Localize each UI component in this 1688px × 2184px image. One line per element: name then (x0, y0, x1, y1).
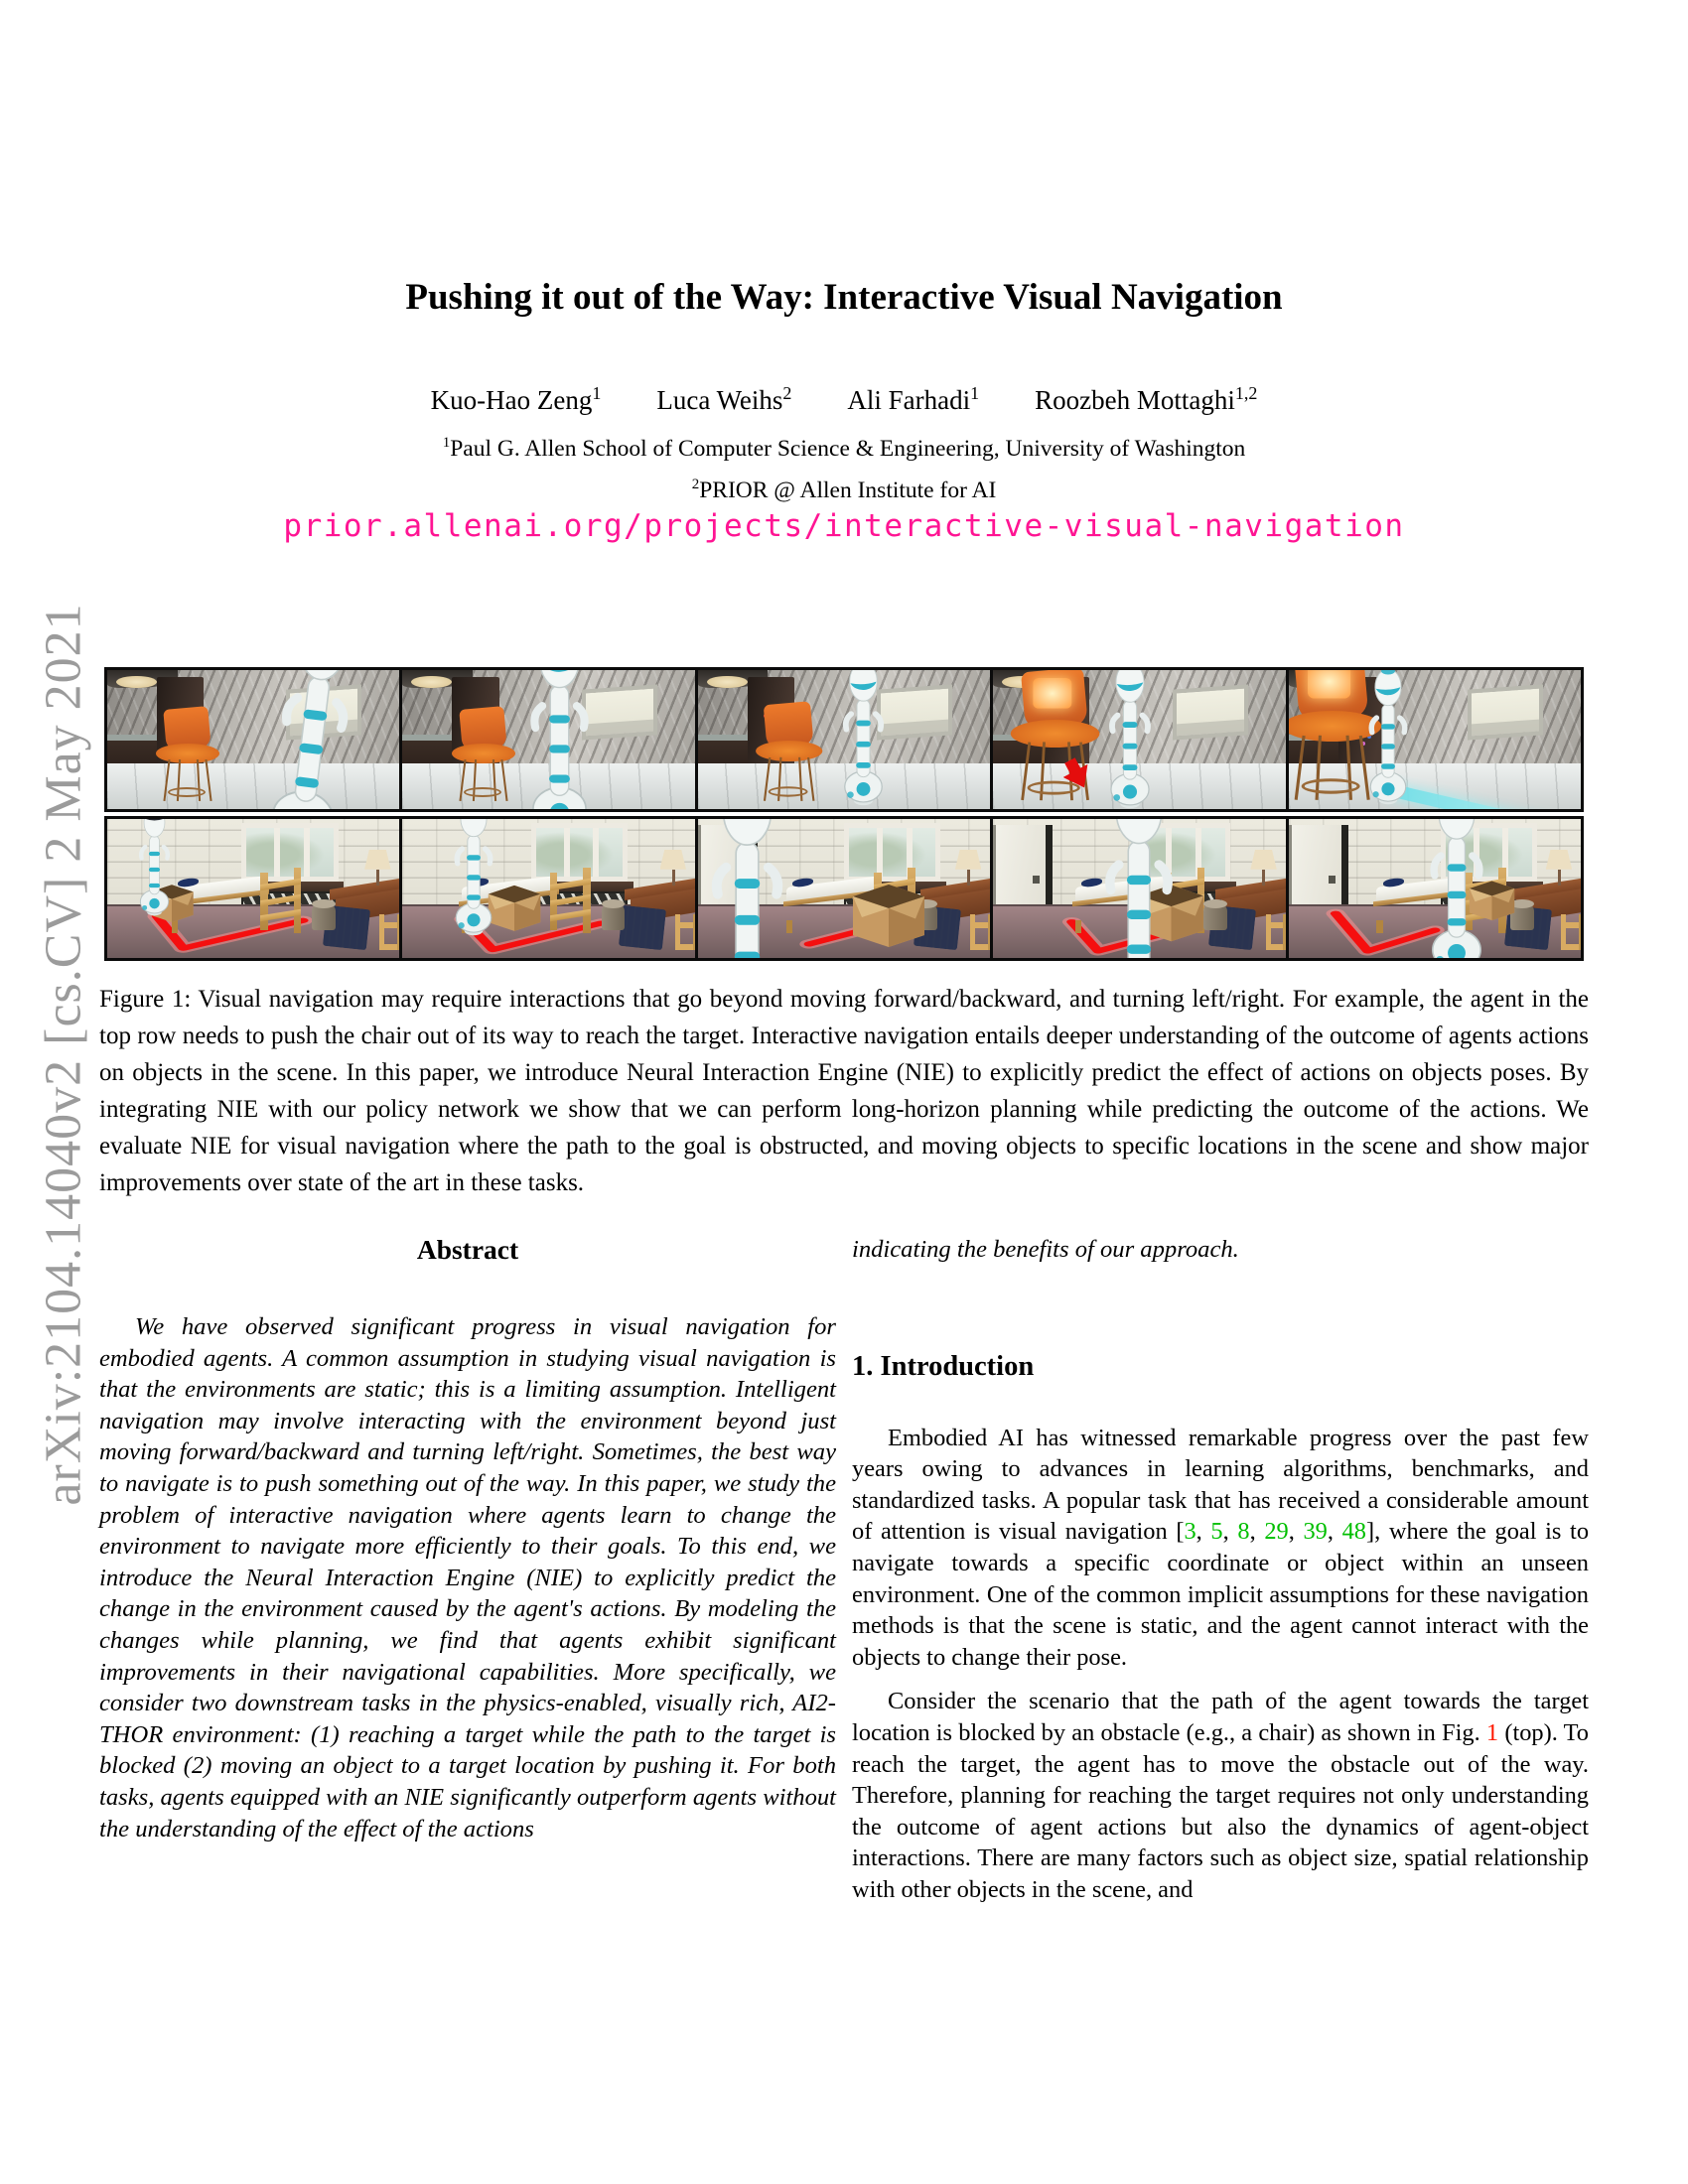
citation-link[interactable]: 5 (1210, 1518, 1223, 1546)
lamp-shade (955, 850, 981, 870)
author-name: Kuo-Hao Zeng$^1$ (430, 383, 602, 415)
abstract-heading: Abstract (416, 1234, 519, 1265)
push-chair-sequence-frame-1 (107, 670, 399, 809)
citation-link[interactable]: 48 (1341, 1518, 1366, 1546)
citation-link[interactable]: 29 (1264, 1518, 1289, 1546)
wood-stump (312, 903, 336, 930)
robot-agent (698, 819, 796, 958)
lamp-shade (660, 850, 686, 870)
robot-agent (1092, 819, 1186, 958)
chair-seat (756, 741, 822, 761)
affiliation-line: $^1$Paul G. Allen School of Computer Science & Engineering, University of Washington (442, 435, 1246, 462)
robot-agent (133, 819, 176, 916)
text-segment: , (1249, 1518, 1265, 1546)
text-segment: , (1196, 1518, 1211, 1546)
chair-leg (500, 759, 507, 801)
text-segment: , (1222, 1518, 1238, 1546)
chair-seat (1011, 720, 1100, 748)
author-affiliation-marker: 1,2 (1234, 383, 1258, 403)
robot-agent (1101, 670, 1159, 809)
text-segment: Embodied AI has witnessed remarkable progress over the past few years owing to advances in learning algorithms, benchmarks, and standardized tasks. A popular task that has received a considerable amount of attention is visual navigation [ (852, 1424, 1589, 1546)
author-affiliation-marker: 1 (592, 383, 602, 403)
lamp-stem (1558, 870, 1561, 886)
author-name: Ali Farhadi$^1$ (847, 383, 980, 415)
citation-link[interactable]: 39 (1303, 1518, 1328, 1546)
intro-paragraph-1 (852, 1423, 1589, 1674)
push-chair-sequence-frame-4 (993, 670, 1285, 809)
push-chair-sequence-frame-5 (1289, 670, 1581, 809)
text-segment: , (1288, 1518, 1304, 1546)
table-lamp (1546, 850, 1572, 886)
chair-leg (459, 759, 466, 801)
lamp-stem (967, 870, 970, 886)
chair-leg (764, 757, 771, 801)
left-column (99, 1234, 836, 1844)
arxiv-watermark: arXiv:2104.14040v2 [cs.CV] 2 May 2021 (35, 603, 92, 1506)
lamp-shade (1250, 850, 1276, 870)
push-box-sequence-frame-5 (1289, 819, 1581, 958)
abstract-continuation: indicating the benefits of our approach. (852, 1236, 1239, 1263)
text-segment: , (1327, 1518, 1342, 1546)
author-name: Roozbeh Mottaghi$^{1,2}$ (1035, 383, 1258, 415)
lamp-stem (376, 870, 379, 886)
chair-leg (1021, 743, 1031, 801)
intro-paragraph-2 (852, 1686, 1589, 1905)
lamp-shade (1546, 850, 1572, 870)
tile-floor (107, 763, 399, 809)
push-chair-sequence-frame-3 (698, 670, 990, 809)
desk-ladder-legs (1561, 914, 1581, 950)
push-box-sequence-frame-2 (402, 819, 694, 958)
lamp-shade (364, 850, 390, 870)
abstract-text: We have observed significant progress in visual navigation for embodied agents. A common assumption in studying visual navigation is that the environments are static; this is a limiting assumption. Intelligent navigation may involve interacting with the environment beyond just moving forward/backward and turning left/right. Sometimes, the best way to navigate is to push something out of the way. In this paper, we study the problem of interactive navigation where agents learn to change the environment to navigate more efficiently to their goals. To this end, we introduce the Neural Interaction Engine (NIE) to explicitly predict the change in the environment caused by the agent's actions. By modeling the changes while planning, we find that agents exhibit significant improvements in their navigational capabilities. More specifically, we consider two downstream tasks in the physics-enabled, visually rich, AI2-THOR environment: (1) reaching a target while the path to the target is blocked (2) moving an object to a target location by pushing it. For both tasks, agents equipped with an NIE significantly outperform agents without the understanding of the effect of the actions (99, 1313, 836, 1843)
push-chair-sequence-frame-2 (402, 670, 694, 809)
desk-ladder-legs (1266, 914, 1286, 950)
affiliation-marker: 2 (691, 476, 700, 492)
chair-target-display (1033, 678, 1071, 709)
robot-agent (447, 819, 500, 936)
author-list (0, 383, 1688, 416)
desk-ladder-legs (675, 914, 695, 950)
cardboard-box (844, 870, 933, 950)
chair-seat (156, 744, 219, 763)
chair-leg (1294, 736, 1305, 800)
chair-leg (164, 759, 171, 801)
desk-ladder-legs (970, 914, 990, 950)
push-box-sequence-frame-1 (107, 819, 399, 958)
lamp-stem (672, 870, 675, 886)
chair-footring (168, 787, 206, 797)
paper-title: Pushing it out of the Way: Interactive Visual Navigation (405, 277, 1283, 318)
chair-leg (807, 757, 814, 801)
table-lamp (364, 850, 390, 886)
figure-1-reference[interactable]: 1 (1485, 1718, 1499, 1746)
affiliation-line: $^2$PRIOR @ Allen Institute for AI (691, 476, 997, 503)
lamp-stem (1262, 870, 1265, 886)
project-url-link[interactable]: prior.allenai.org/projects/interactive-visual-navigation (283, 508, 1405, 544)
orange-chair (754, 704, 827, 804)
robot-agent (1361, 670, 1415, 805)
wood-stump (602, 903, 626, 930)
text-segment: ], where the goal is to navigate towards a specific coordinate or object within an unseen environment. One of the common implicit assumptions for these navigation methods is that the scene is static, and the agent cannot interact with the objects to change their pose. (852, 1518, 1590, 1671)
orange-chair (154, 708, 223, 803)
introduction-heading: 1. Introduction (852, 1350, 1035, 1382)
chair-leg (206, 759, 212, 801)
citation-link[interactable]: 3 (1184, 1518, 1196, 1546)
citation-link[interactable]: 8 (1237, 1518, 1250, 1546)
navy-chair (619, 905, 666, 950)
push-box-sequence-frame-4 (993, 819, 1285, 958)
author-affiliation-marker: 2 (782, 383, 792, 403)
orange-chair (450, 708, 519, 803)
table-lamp (1250, 850, 1276, 886)
chair-footring (464, 787, 501, 797)
bed-leg (1075, 920, 1081, 933)
kitchen-window (1468, 684, 1543, 741)
author-name: Luca Weihs$^2$ (656, 383, 792, 415)
chair-seat (452, 744, 515, 763)
table-lamp (955, 850, 981, 886)
robot-agent (835, 670, 892, 806)
robot-agent (1420, 819, 1493, 958)
figure-1-top-row (104, 667, 1584, 812)
right-column (852, 1234, 1589, 1906)
desk-ladder-legs (379, 914, 399, 950)
author-affiliation-marker: 1 (970, 383, 980, 403)
push-box-sequence-frame-3 (698, 819, 990, 958)
bed-leg (1376, 920, 1382, 933)
table-lamp (660, 850, 686, 886)
figure-1-bottom-row (104, 816, 1584, 961)
affiliation-marker: 1 (442, 435, 451, 451)
ceiling-lamp (707, 676, 748, 689)
kitchen-window (1173, 684, 1248, 741)
figure-1-caption: Figure 1: Visual navigation may require interactions that go beyond moving forward/backward, and turning left/right. For example, the agent in the top row needs to push the chair out of its way to reach the target. Interactive navigation entails deeper understanding of the outcome of agents actions on objects in the scene. In this paper, we introduce Neural Interaction Engine (NIE) to explicitly predict the effect of actions on objects poses. By integrating NIE with our policy network we show that we can perform long-horizon planning while predicting the outcome of the actions. We evaluate NIE for visual navigation where the path to the goal is obstructed, and moving objects to specific locations in the scene and show major improvements over state of the art in these tasks. (99, 986, 1589, 1196)
affiliation-list (0, 425, 1688, 508)
chair-target-display (1308, 670, 1350, 699)
ceiling-lamp (116, 676, 157, 689)
text-segment: (top). To reach the target, the agent has to move the obstacle out of the way. Therefore, planning for reaching the target requires not only understanding the outcome of agent actions but also the dynamics of agent-object interactions. There are many factors such as object size, spatial relationship with other objects in the scene, and (852, 1718, 1589, 1903)
text-segment: Consider the scenario that the path of the agent towards the target location is blocked by an obstacle (e.g., a chair) as shown in Fig. (852, 1688, 1589, 1746)
robot-agent (519, 670, 600, 809)
